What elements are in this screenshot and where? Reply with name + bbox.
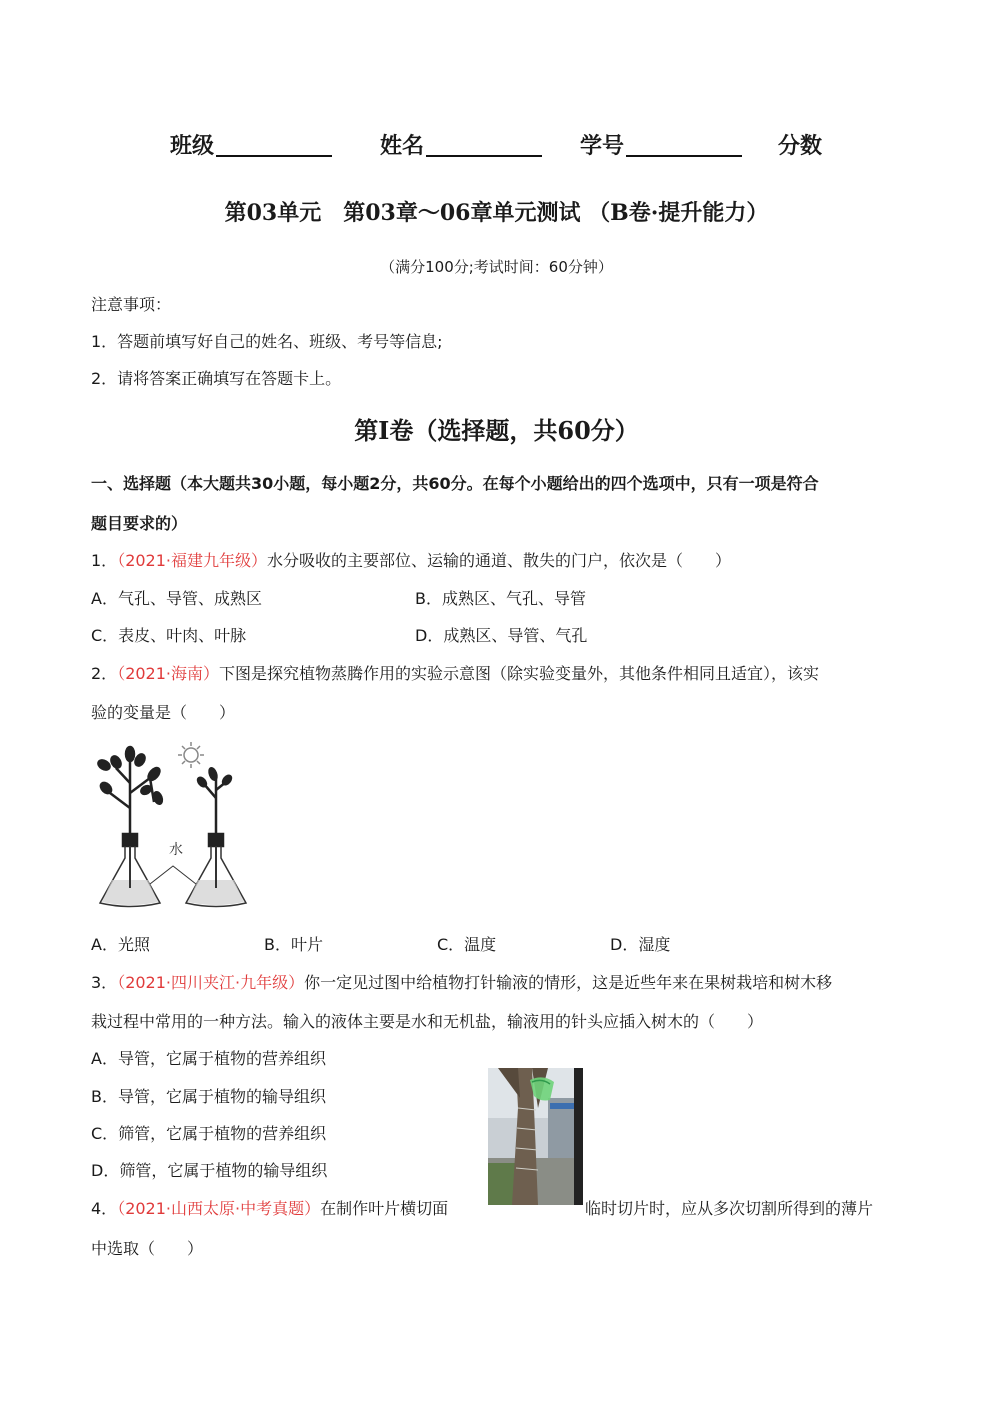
option-c[interactable]: C．温度 [437, 935, 497, 954]
plant-with-leaves-icon [97, 747, 164, 846]
option-d[interactable]: D．湿度 [610, 935, 671, 954]
question-number: 1． [91, 551, 118, 570]
instructions-line: 题目要求的） [91, 514, 188, 533]
plant-without-leaves-icon [196, 767, 232, 846]
name-label: 姓名 [380, 133, 425, 159]
option-d[interactable]: D．成熟区、导管、气孔 [415, 626, 588, 645]
question-text: 你一定见过图中给植物打针输液的情形，这是近些年来在果树栽培和树木移 [304, 973, 833, 992]
question-source: （2021·海南） [117, 664, 219, 683]
class-label: 班级 [170, 133, 215, 159]
question-2 [91, 662, 819, 686]
score-label: 分数 [778, 133, 823, 159]
name-blank[interactable] [426, 131, 542, 157]
tree-infusion-photo [488, 1068, 583, 1205]
question-source: （2021·福建九年级） [117, 551, 267, 570]
option-b[interactable]: B．成熟区、气孔、导管 [415, 589, 586, 608]
question-text: 下图是探究植物蒸腾作用的实验示意图（除实验变量外，其他条件相同且适宜），该实 [219, 664, 820, 683]
id-label: 学号 [580, 133, 625, 159]
option-b[interactable]: B．导管，它属于植物的输导组织 [91, 1087, 326, 1106]
id-field[interactable] [580, 128, 742, 164]
question-4 [91, 1197, 448, 1221]
sun-icon [178, 742, 204, 768]
student-info-row [0, 128, 993, 168]
class-field[interactable] [170, 128, 332, 164]
question-1 [91, 549, 731, 573]
note-item: 1．答题前填写好自己的姓名、班级、考号等信息; [91, 332, 443, 351]
question-source: （2021·四川夹江·九年级） [117, 973, 305, 992]
option-d[interactable]: D．筛管，它属于植物的输导组织 [91, 1161, 328, 1180]
question-text: 水分吸收的主要部位、运输的通道、散失的门户，依次是（ ） [267, 551, 732, 570]
option-a[interactable]: A．光照 [91, 935, 150, 954]
question-number: 3． [91, 973, 118, 992]
option-b[interactable]: B．叶片 [264, 935, 323, 954]
option-a[interactable]: A．气孔、导管、成熟区 [91, 589, 262, 608]
score-field [778, 128, 822, 164]
question-source: （2021·山西太原·中考真题） [117, 1199, 321, 1218]
option-c[interactable]: C．表皮、叶肉、叶脉 [91, 626, 247, 645]
question-3 [91, 971, 832, 995]
option-a[interactable]: A．导管，它属于植物的营养组织 [91, 1049, 326, 1068]
question-text-cont: 中选取（ ） [91, 1239, 204, 1258]
water-label: 水 [169, 842, 183, 858]
instructions-line: 一、选择题（本大题共30小题，每小题2分，共60分。在每个小题给出的四个选项中，只有一项是符合 [91, 474, 819, 493]
option-c[interactable]: C．筛管，它属于植物的营养组织 [91, 1124, 327, 1143]
exam-subtitle: （满分100分;考试时间：60分钟） [380, 258, 613, 276]
class-blank[interactable] [216, 131, 332, 157]
id-blank[interactable] [626, 131, 742, 157]
name-field[interactable] [380, 128, 542, 164]
question-number: 4． [91, 1199, 118, 1218]
page-title: 第03单元 第03章～06章单元测试 （B卷·提升能力） [224, 200, 769, 226]
question-text-cont: 验的变量是（ ） [91, 703, 236, 722]
transpiration-experiment-figure [92, 738, 262, 914]
note-item: 2．请将答案正确填写在答题卡上。 [91, 369, 342, 388]
question-number: 2． [91, 664, 118, 683]
question-text-after-image: 临时切片时，应从多次切割所得到的薄片 [585, 1199, 874, 1218]
section-title: 第Ⅰ卷（选择题，共60分） [354, 416, 639, 445]
question-text: 在制作叶片横切面 [320, 1199, 449, 1218]
question-text-cont: 栽过程中常用的一种方法。输入的液体主要是水和无机盐，输液用的针头应插入树木的（ ） [91, 1012, 764, 1031]
notes-heading: 注意事项： [91, 295, 172, 314]
